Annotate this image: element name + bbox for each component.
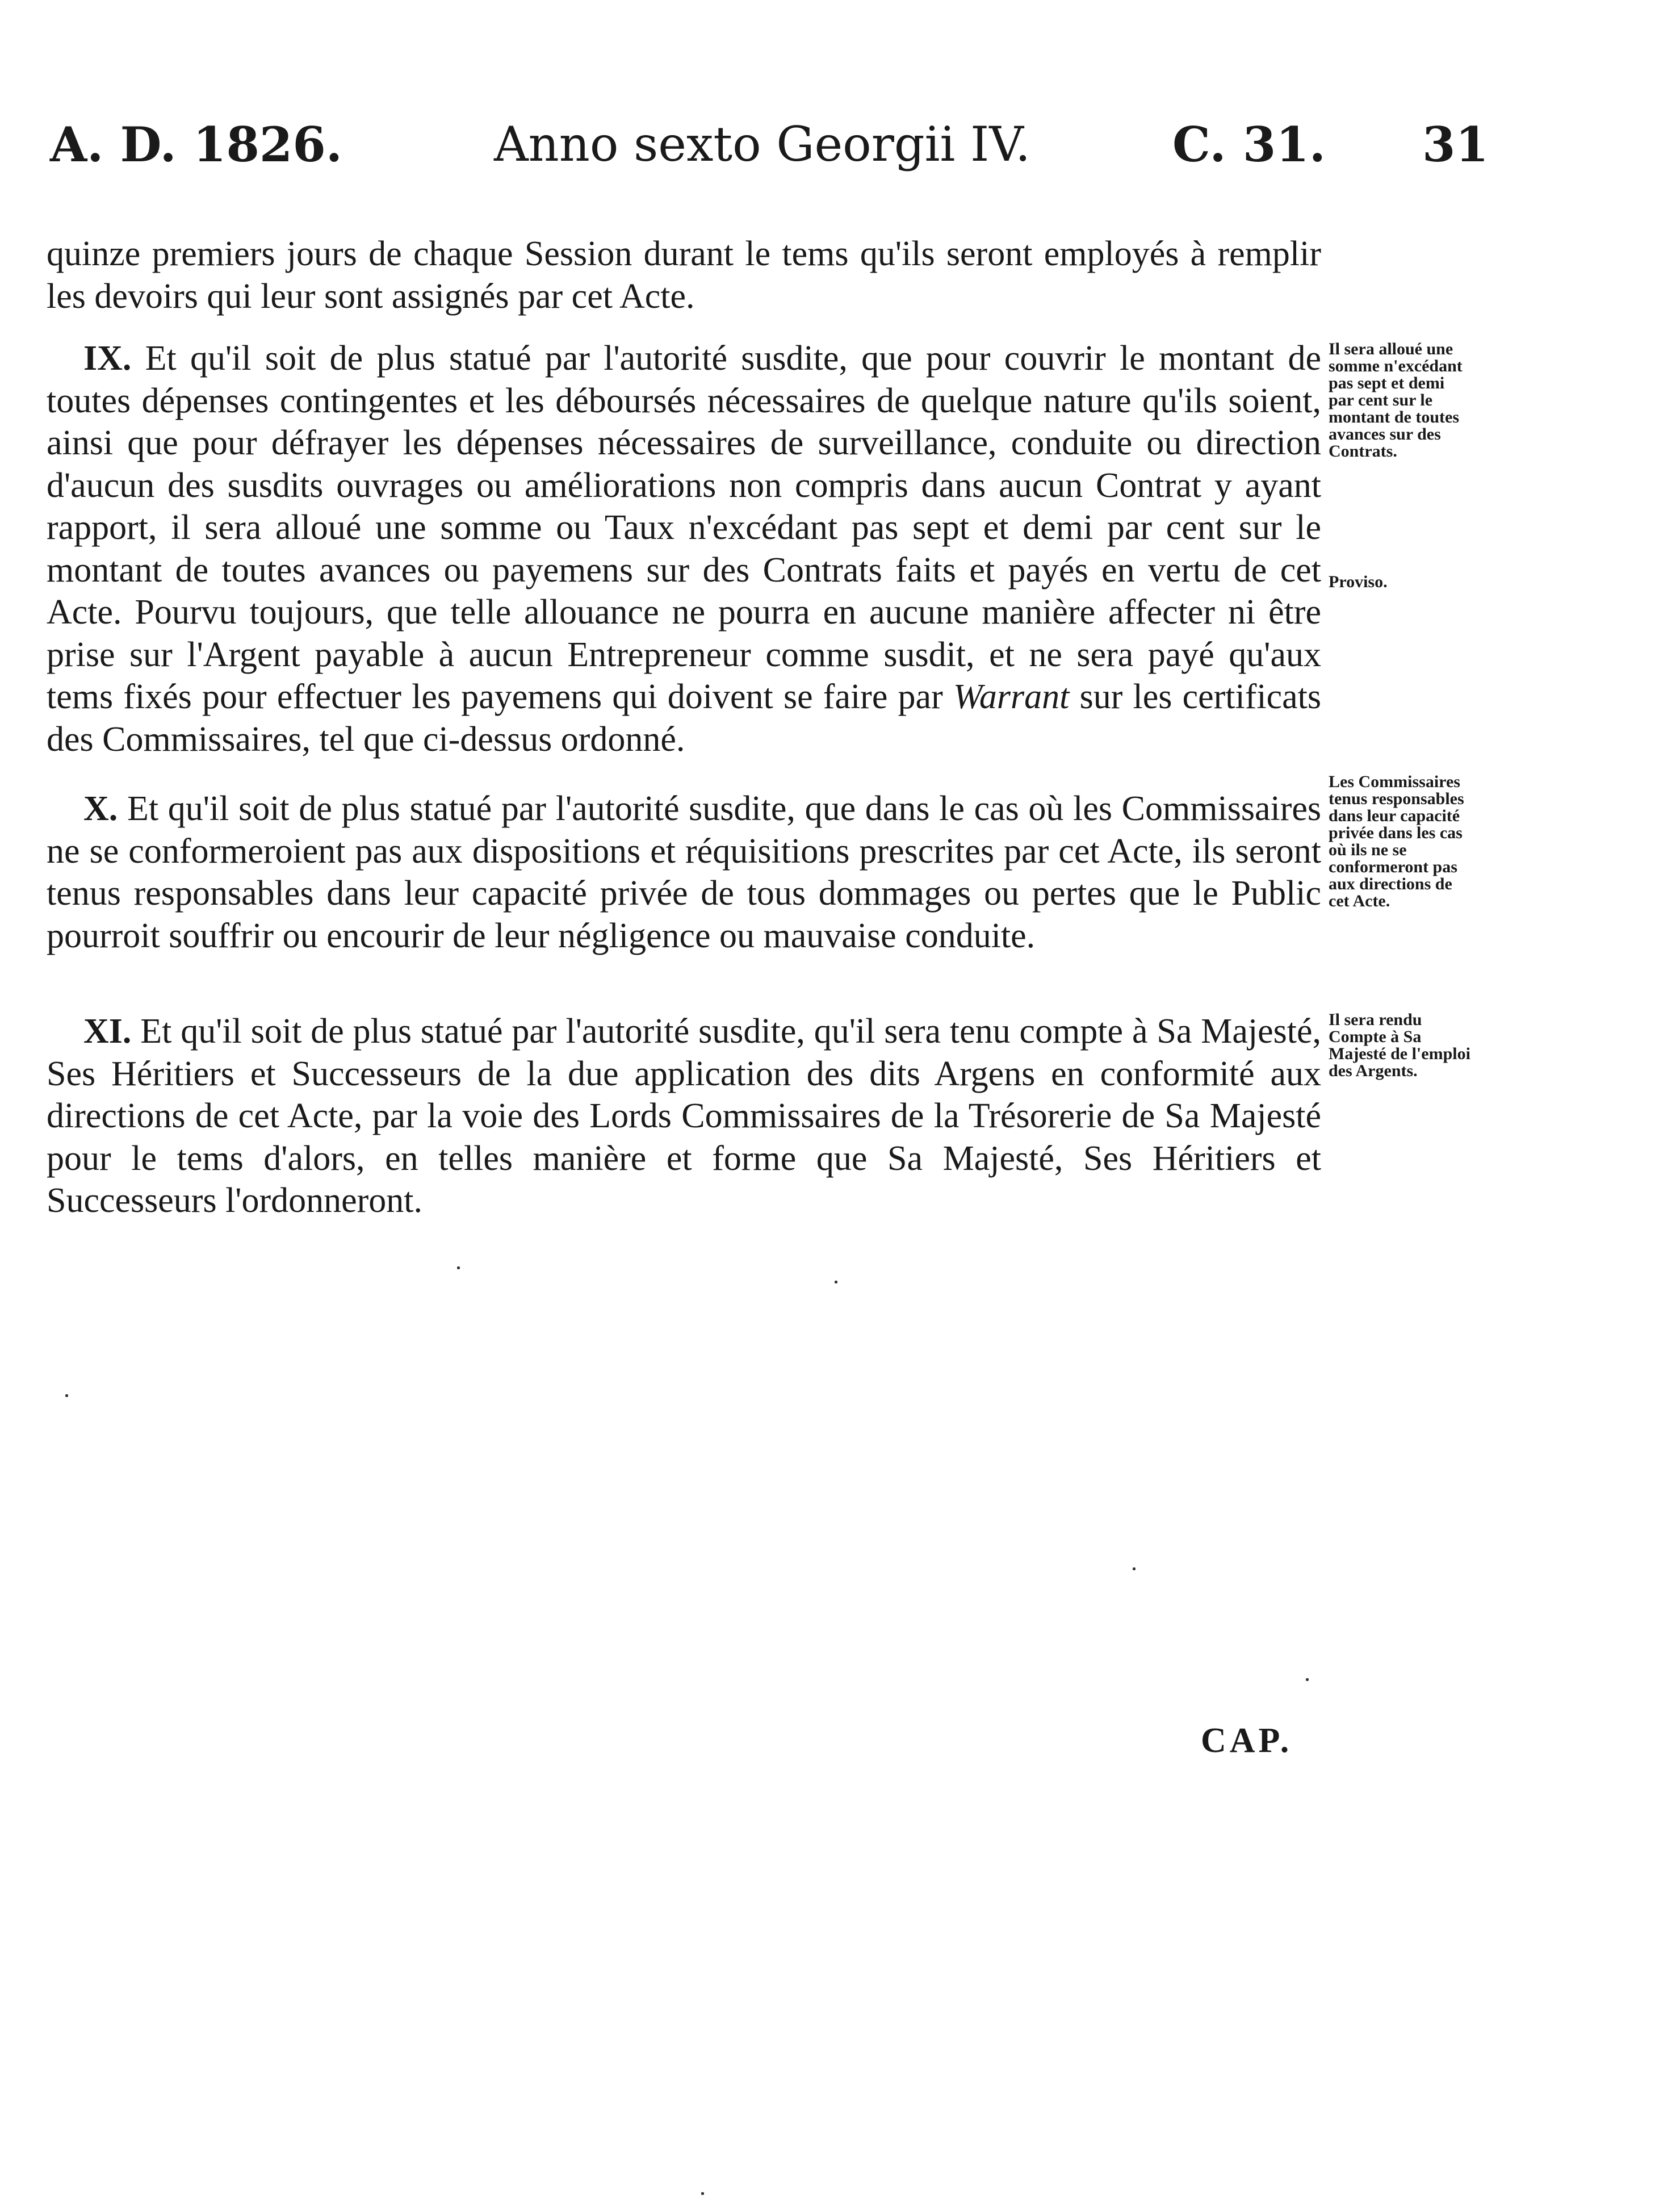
header-chapter: C. 31. (1172, 116, 1326, 173)
header-title: Anno sexto Georgii IV. (494, 116, 1030, 172)
section-ix-italic: Warrant (953, 678, 1070, 716)
section-xi-text: Et qu'il soit de plus statué par l'autorité susdite, qu'il sera tenu compte à Sa Majesté, Ses Héritiers et Successeurs de la due application des dits Argens en conformité aux directions de cet Acte, par la voie des Lords Commissaires de la Trésorerie de Sa Majesté pour le tems d'alors, en telles manière et forme que Sa Majesté, Ses Héritiers et Successeurs l'ordonneront. (47, 1012, 1321, 1220)
print-speck (457, 1266, 460, 1269)
section-ix-text-a: Et qu'il soit de plus statué par l'autorité susdite, que pour couvrir le montant de toutes dépenses contingentes et les déboursés nécessaires de quelque nature qu'ils soient, ainsi que pour défrayer les dépenses nécessaires de surveillance, conduite ou direction d'aucun des susdits ouvrages ou améliorations non compris dans aucun Contrat y ayant rapport, il sera alloué une somme ou Taux n'excédant pas sept et demi par cent sur le montant de toutes avances ou payemens sur des Contrats faits et payés en vertu de cet Acte. Pourvu toujours, que telle allouance ne pourra en aucune manière affecter ni être prise sur l'Argent payable à aucun Entrepreneur comme susdit, et ne sera payé qu'aux tems fixés pour effectuer les payemens qui doivent se faire par (47, 339, 1321, 716)
print-speck (65, 1394, 68, 1397)
print-speck (1306, 1678, 1309, 1681)
margin-note-allowance: Il sera alloué une somme n'excédant pas sept et demi par cent sur le montant de toutes avances sur des Contrats. (1329, 340, 1463, 461)
margin-note-account: Il sera rendu Compte à Sa Majesté de l'emploi des Argents. (1329, 1010, 1470, 1080)
section-x-text: Et qu'il soit de plus statué par l'autorité susdite, que dans le cas où les Commissaires ne se conformeroient pas aux dispositions et réquisitions prescrites par cet Acte, ils seront tenus responsables dans leur capacité privée de tous dommages ou pertes que le Public pourroit souffrir ou encourir de leur négligence ou mauvaise conduite. (47, 789, 1321, 955)
section-ix-text-b: sur les certificats des Commissaires, tel que ci-dessus ordonné. (47, 678, 1322, 759)
print-speck (701, 2192, 704, 2195)
section-xi-number: XI. (83, 1012, 132, 1051)
paragraph-continuation: quinze premiers jours de chaque Session durant le tems qu'ils seront employés à remplir les devoirs qui leur sont assignés par cet Acte. (47, 235, 1321, 316)
section-x (47, 788, 1321, 957)
section-xi (47, 1010, 1321, 1222)
page-number: 31 (1422, 116, 1489, 173)
section-x-number: X. (83, 789, 118, 828)
section-ix-number: IX. (83, 339, 132, 378)
catchword: CAP. (1201, 1721, 1293, 1760)
print-speck (1133, 1567, 1136, 1570)
margin-note-proviso: Proviso. (1329, 572, 1388, 591)
section-ix (47, 337, 1321, 760)
margin-note-responsible: Les Commissaires tenus responsables dans leur capacité privée dans les cas où ils ne se conformeront pas aux directions de cet Acte. (1329, 772, 1464, 910)
header-year: A. D. 1826. (50, 116, 343, 173)
running-header (0, 116, 1655, 185)
print-speck (835, 1281, 837, 1283)
